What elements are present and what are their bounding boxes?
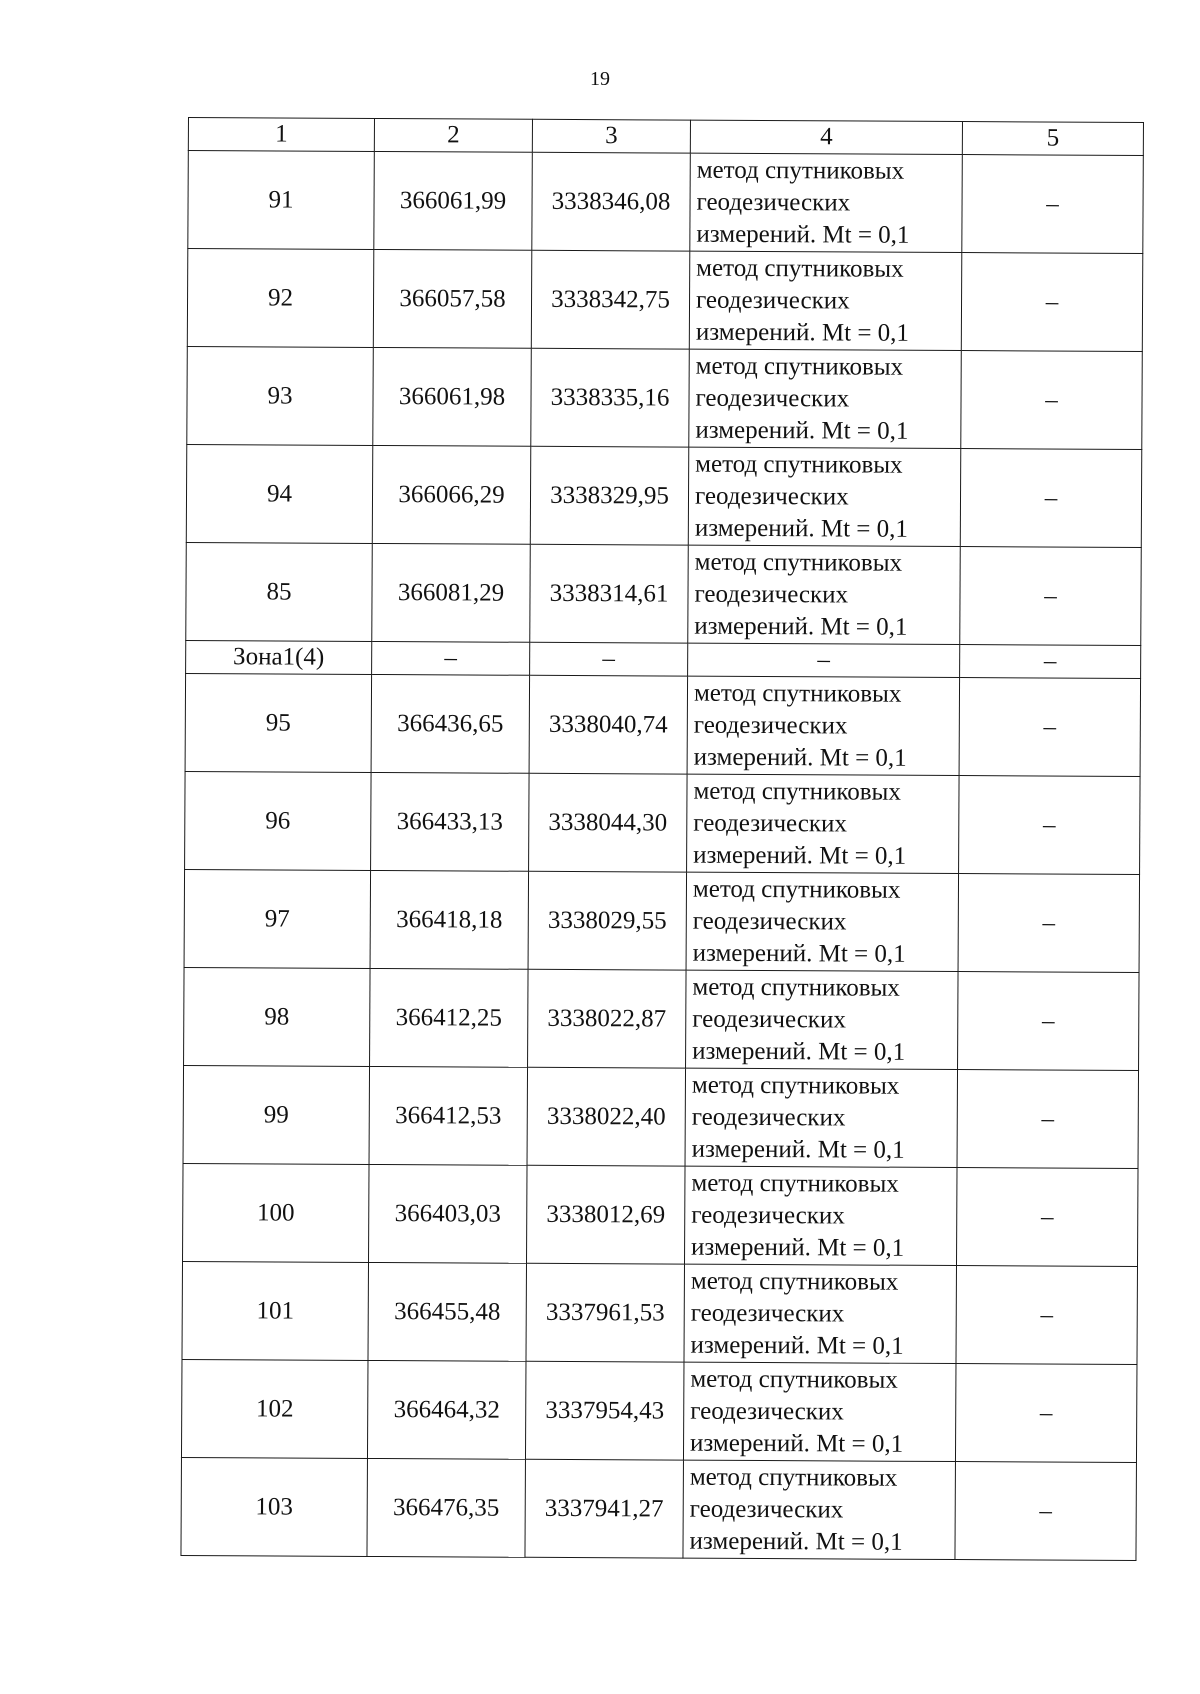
method-line: измерений. Mt = 0,1 — [691, 1233, 905, 1262]
y-coordinate-cell: 3337961,53 — [526, 1263, 685, 1362]
x-coordinate-cell: 366418,18 — [370, 870, 529, 969]
method-line: метод спутниковых — [693, 679, 902, 708]
y-coordinate-cell: 3338022,87 — [528, 969, 687, 1068]
table-row — [187, 346, 1143, 449]
point-number-cell: 102 — [181, 1359, 368, 1458]
x-coordinate-cell: 366433,13 — [371, 772, 530, 871]
method-line: метод спутниковых — [695, 450, 903, 479]
method-line: метод спутниковых — [691, 1169, 899, 1198]
method-line: метод спутниковых — [693, 777, 901, 806]
x-coordinate-cell: 366455,48 — [368, 1262, 527, 1361]
table-row — [183, 1065, 1139, 1168]
x-coordinate-cell: 366066,29 — [372, 445, 531, 544]
table-row — [182, 1261, 1138, 1364]
method-line: метод спутниковых — [694, 548, 903, 577]
method-cell — [690, 153, 963, 252]
method-line: геодезических — [693, 711, 848, 739]
point-number-cell: 103 — [181, 1457, 368, 1556]
note-cell: – — [955, 1462, 1137, 1561]
table-row — [181, 1359, 1137, 1462]
zone-label: Зона1(4) — [186, 640, 372, 674]
method-line: геодезических — [691, 1103, 846, 1131]
method-line: метод спутниковых — [696, 254, 904, 283]
point-number-cell: 97 — [184, 869, 371, 968]
method-line: метод спутниковых — [692, 875, 901, 904]
table-row — [185, 771, 1141, 874]
note-cell: – — [960, 547, 1142, 646]
method-line: измерений. Mt = 0,1 — [695, 416, 909, 445]
x-coordinate-cell: 366412,25 — [370, 968, 529, 1067]
note-cell: – — [959, 776, 1141, 875]
y-coordinate-cell: 3338040,74 — [529, 675, 688, 774]
table-row — [186, 542, 1142, 645]
method-cell — [683, 1362, 956, 1461]
point-number-cell: 96 — [185, 771, 372, 870]
point-number-cell: 95 — [185, 673, 372, 772]
method-cell — [689, 251, 962, 350]
header-cell-4: 4 — [690, 120, 962, 154]
x-coordinate-cell: 366057,58 — [373, 249, 532, 348]
method-line: геодезических — [691, 1201, 845, 1229]
method-cell — [688, 447, 961, 546]
point-number-cell: 99 — [183, 1065, 370, 1164]
x-coordinate-cell: 366464,32 — [367, 1360, 526, 1459]
table-row — [188, 151, 1144, 254]
note-cell: – — [958, 972, 1140, 1071]
method-line: метод спутниковых — [689, 1463, 898, 1492]
method-cell — [686, 872, 959, 971]
method-line: измерений. Mt = 0,1 — [689, 1527, 903, 1556]
method-line: измерений. Mt = 0,1 — [695, 318, 910, 347]
method-line: измерений. Mt = 0,1 — [692, 1037, 906, 1066]
method-line: геодезических — [692, 1005, 846, 1033]
method-line: измерений. Mt = 0,1 — [693, 743, 907, 772]
x-coordinate-cell: 366412,53 — [369, 1066, 528, 1165]
note-cell: – — [962, 155, 1144, 254]
method-line: геодезических — [690, 1397, 844, 1425]
method-cell — [684, 1264, 957, 1363]
method-line: геодезических — [694, 482, 849, 510]
point-number-cell: 100 — [183, 1163, 370, 1262]
y-coordinate-cell: 3338029,55 — [528, 871, 687, 970]
method-cell — [685, 1068, 958, 1167]
note-cell: – — [960, 645, 1141, 679]
x-coordinate-cell: 366061,99 — [374, 151, 533, 250]
method-line: измерений. Mt = 0,1 — [693, 841, 907, 870]
point-number-cell: 91 — [188, 151, 375, 250]
coordinates-table — [180, 117, 1144, 1561]
table-row — [187, 249, 1143, 352]
point-number-cell: 92 — [187, 249, 374, 348]
method-line: измерений. Mt = 0,1 — [696, 220, 910, 249]
header-cell-2: 2 — [374, 118, 532, 152]
header-row — [188, 118, 1143, 156]
table-row — [183, 1163, 1139, 1266]
y-coordinate-cell: 3338044,30 — [529, 773, 688, 872]
x-coordinate-cell: 366081,29 — [372, 543, 531, 642]
point-number-cell: 93 — [187, 346, 374, 445]
method-line: метод спутниковых — [692, 973, 900, 1002]
method-cell — [687, 676, 960, 775]
note-cell: – — [957, 1070, 1139, 1169]
y-coordinate-cell: 3338342,75 — [531, 250, 690, 349]
y-coordinate-cell: 3338346,08 — [532, 152, 691, 251]
header-cell-3: 3 — [532, 119, 690, 153]
method-cell — [687, 774, 960, 873]
point-number-cell: 101 — [182, 1261, 369, 1360]
method-cell — [683, 1460, 956, 1559]
method-line: измерений. Mt = 0,1 — [691, 1135, 905, 1164]
method-line: геодезических — [695, 286, 850, 314]
method-line: метод спутниковых — [690, 1267, 899, 1296]
method-line: измерений. Mt = 0,1 — [694, 514, 909, 543]
method-line: геодезических — [690, 1299, 845, 1327]
y-coordinate-cell: 3338335,16 — [531, 348, 690, 447]
method-line: геодезических — [694, 580, 849, 608]
page-number: 19 — [590, 68, 610, 90]
note-cell: – — [956, 1168, 1138, 1267]
header-cell-1: 1 — [188, 118, 374, 152]
note-cell: – — [956, 1266, 1138, 1365]
method-line: измерений. Mt = 0,1 — [690, 1331, 904, 1360]
table-row — [184, 869, 1140, 972]
method-line: измерений. Mt = 0,1 — [689, 1429, 904, 1458]
method-cell — [685, 1166, 958, 1265]
method-line: измерений. Mt = 0,1 — [692, 939, 906, 968]
note-cell: – — [961, 351, 1143, 450]
note-cell: – — [961, 253, 1143, 352]
method-cell: – — [688, 643, 960, 677]
method-cell — [689, 349, 962, 448]
note-cell: – — [959, 678, 1141, 777]
x-coordinate-cell: 366403,03 — [369, 1164, 528, 1263]
y-coordinate-cell: – — [530, 642, 688, 676]
method-line: геодезических — [695, 384, 850, 412]
table-row — [185, 673, 1141, 776]
table-row — [184, 967, 1140, 1070]
method-line: измерений. Mt = 0,1 — [694, 612, 908, 641]
method-line: метод спутниковых — [695, 352, 904, 381]
method-cell — [688, 545, 961, 644]
y-coordinate-cell: 3338012,69 — [527, 1165, 686, 1264]
method-line: метод спутниковых — [690, 1365, 898, 1394]
note-cell: – — [955, 1364, 1137, 1463]
method-line: геодезических — [696, 188, 851, 216]
point-number-cell: 94 — [186, 444, 373, 543]
x-coordinate-cell: 366436,65 — [371, 674, 530, 773]
method-line: метод спутниковых — [691, 1071, 900, 1100]
y-coordinate-cell: 3338314,61 — [530, 544, 689, 643]
table-row — [181, 1457, 1137, 1560]
x-coordinate-cell: 366061,98 — [373, 347, 532, 446]
y-coordinate-cell: 3338329,95 — [530, 446, 689, 545]
note-cell: – — [958, 874, 1140, 973]
method-line: геодезических — [693, 809, 847, 837]
header-cell-5: 5 — [962, 122, 1143, 156]
y-coordinate-cell: 3337941,27 — [525, 1459, 684, 1558]
y-coordinate-cell: 3338022,40 — [527, 1067, 686, 1166]
method-line: геодезических — [689, 1495, 844, 1523]
method-line: метод спутниковых — [696, 156, 905, 185]
point-number-cell: 85 — [186, 542, 373, 641]
table-body — [181, 118, 1144, 1561]
note-cell: – — [960, 449, 1142, 548]
x-coordinate-cell: – — [372, 641, 530, 675]
method-line: геодезических — [692, 907, 847, 935]
y-coordinate-cell: 3337954,43 — [525, 1361, 684, 1460]
x-coordinate-cell: 366476,35 — [367, 1458, 526, 1557]
table-row — [186, 444, 1142, 547]
point-number-cell: 98 — [184, 967, 371, 1066]
zone-row — [186, 640, 1141, 678]
method-cell — [686, 970, 959, 1069]
